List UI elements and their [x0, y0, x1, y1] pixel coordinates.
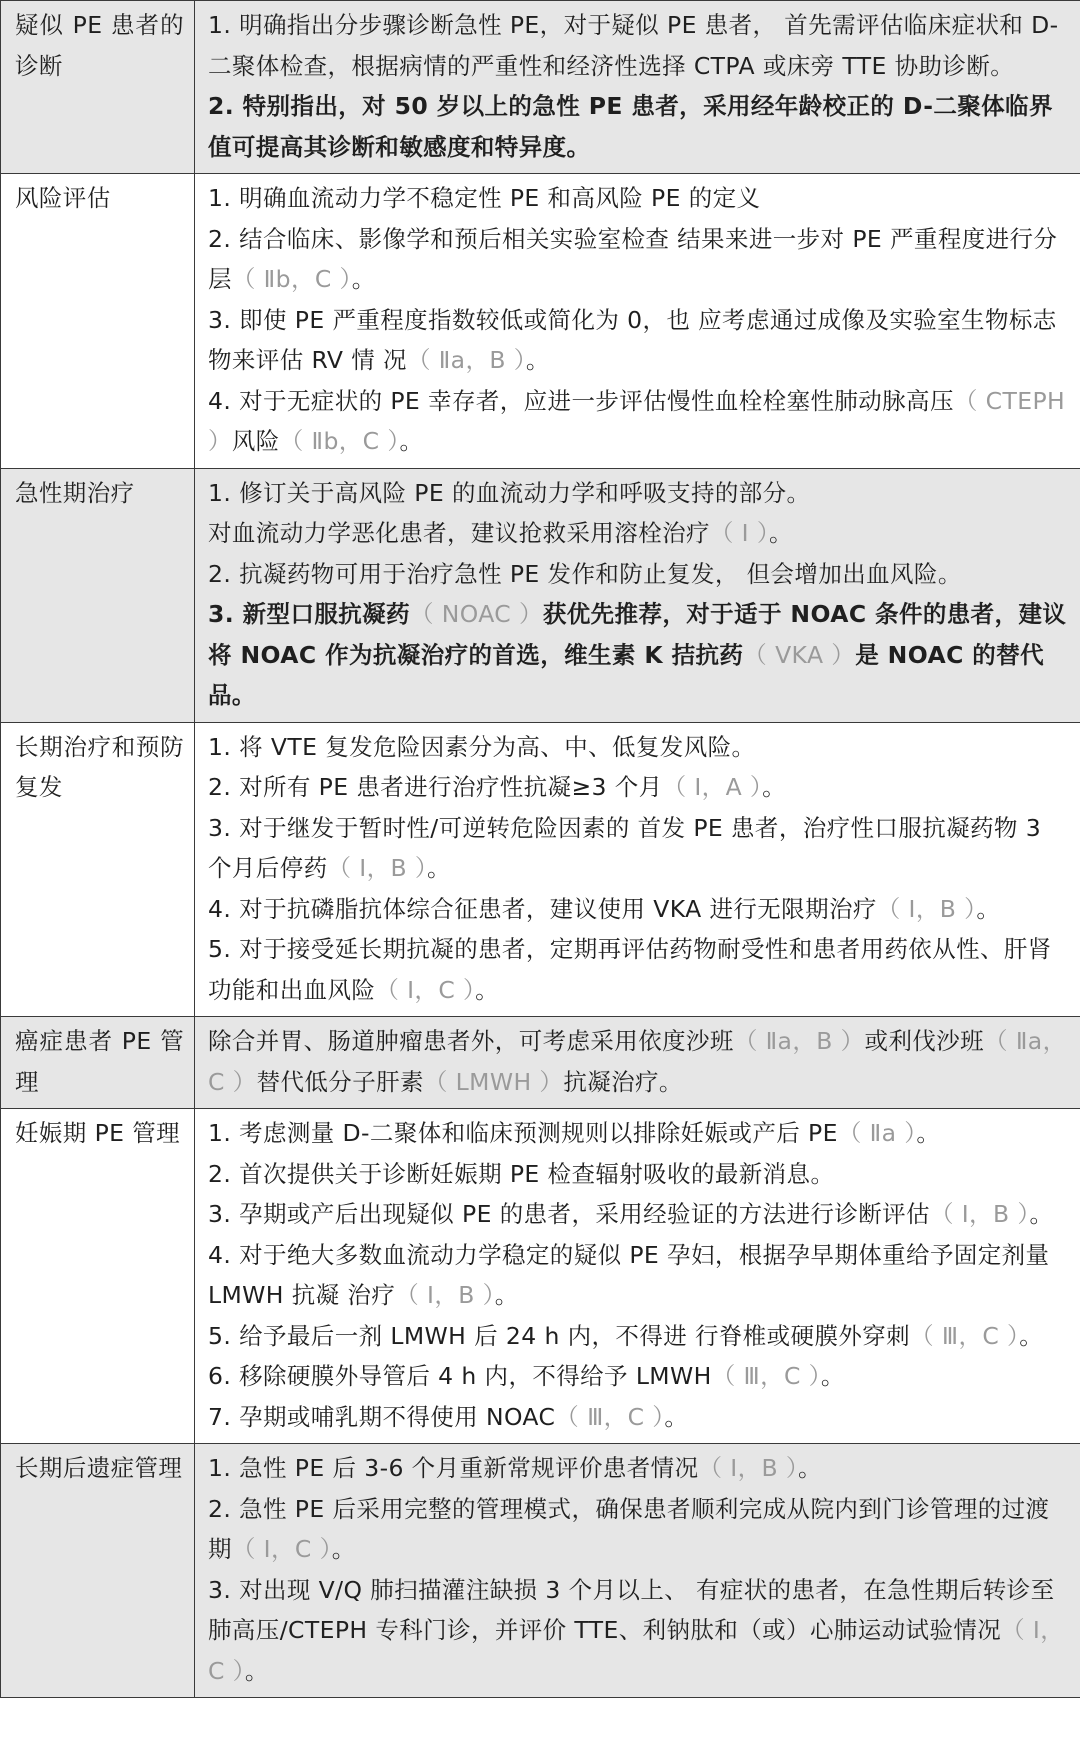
evidence-level: （ Ⅱa，C ） [208, 1027, 1067, 1096]
list-item [208, 1489, 1070, 1570]
list-item [208, 86, 1070, 167]
item-text: 。 [331, 1535, 356, 1563]
evidence-level: （ Ⅰ，A ） [662, 773, 763, 801]
item-text: 7. 孕期或哺乳期不得使用 NOAC [208, 1402, 556, 1431]
row-category: 疑似 PE 患者的诊断 [1, 1, 195, 174]
evidence-level: （ Ⅰ，C ） [375, 975, 476, 1004]
item-text: 2. 对所有 PE 患者进行治疗性抗凝≥3 个月 [208, 773, 663, 801]
item-text: 6. 移除硬膜外导管后 4 h 内，不得给予 LMWH [208, 1362, 712, 1390]
item-text: 5. 给予最后一剂 LMWH 后 24 h 内，不得进 行脊椎或硬膜外穿刺 [208, 1321, 911, 1350]
item-text: 。 [399, 427, 424, 455]
row-category: 长期后遗症管理 [1, 1444, 195, 1698]
list-item [208, 473, 1070, 514]
list-item [208, 889, 1070, 930]
item-text: 。 [916, 1119, 941, 1147]
row-category: 妊娠期 PE 管理 [1, 1109, 195, 1444]
item-text: 2. 抗凝药物可用于治疗急性 PE 发作和防止复发， 但会增加出血风险。 [208, 559, 962, 588]
list-item [208, 5, 1070, 86]
item-text: 1. 明确指出分步骤诊断急性 PE，对于疑似 PE 患者， 首先需评估临床症状和 D-二聚体检查，根据病情的严重性和经济性选择 CTPA 或床旁 TTE 协助诊断。 [208, 11, 1059, 80]
item-text: 。 [427, 854, 451, 882]
row-category: 癌症患者 PE 管理 [1, 1017, 195, 1109]
item-text: 4. 对于绝大多数血流动力学稳定的疑似 PE 孕妇，根据孕早期体重给予固定剂量 LMWH 抗凝 治疗 [208, 1240, 1050, 1309]
item-text: 。 [664, 1402, 689, 1431]
evidence-level: （ Ⅲ，C ） [555, 1402, 665, 1431]
item-text: 2. 首次提供关于诊断妊娠期 PE 检查辐射吸收的最新消息。 [208, 1159, 835, 1188]
item-text: 。 [769, 519, 793, 547]
item-text: 3. 即使 PE 严重程度指数较低或简化为 0，也 应考虑通过成像及实验室生物标志物来评估 RV 情 况 [208, 305, 1057, 374]
evidence-level: （ Ⅰ，B ） [698, 1454, 799, 1482]
row-content [195, 1, 1080, 174]
list-item [208, 1356, 1070, 1397]
item-text: 。 [475, 975, 500, 1004]
list-item [208, 1316, 1070, 1357]
item-text: 2. 急性 PE 后采用完整的管理模式，确保患者顺利完成从院内到门诊管理的过渡期 [208, 1494, 1050, 1563]
list-item [208, 300, 1070, 381]
evidence-level: （ LMWH ） [423, 1067, 564, 1096]
item-text: 3. 孕期或产后出现疑似 PE 的患者，采用经验证的方法进行诊断评估 [208, 1200, 930, 1228]
item-text: 。 [351, 265, 376, 293]
evidence-level: （ Ⅱa，B ） [406, 346, 526, 374]
list-item [208, 808, 1070, 889]
item-text: 1. 将 VTE 复发危险因素分为高、中、低复发风险。 [208, 732, 756, 761]
item-text: 是 NOAC 的替代品。 [208, 640, 1044, 709]
item-text: 1. 考虑测量 D-二聚体和临床预测规则以排除妊娠或产后 PE [208, 1119, 838, 1147]
item-text: 4. 对于无症状的 PE 幸存者，应进一步评估慢性血栓栓塞性肺动脉高压 [208, 386, 954, 415]
item-text: 1. 修订关于高风险 PE 的血流动力学和呼吸支持的部分。 [208, 478, 811, 507]
table-row [1, 468, 1080, 722]
evidence-level: （ Ⅱb，C ） [279, 427, 400, 455]
row-content [195, 174, 1080, 469]
list-item [208, 219, 1070, 300]
item-text: 获优先推荐，对于适于 NOAC 条件的患者，建议将 NOAC 作为抗凝治疗的首选，维生素 K 拮抗药 [208, 600, 1067, 669]
evidence-level: （ VKA ） [743, 640, 856, 669]
row-content [195, 468, 1080, 722]
row-content [195, 1444, 1080, 1698]
list-item [208, 1397, 1070, 1438]
item-text: 或利伐沙班 [864, 1027, 985, 1055]
row-content [195, 1017, 1080, 1109]
list-item [208, 1154, 1070, 1195]
item-text: 。 [1029, 1200, 1054, 1228]
item-text: 。 [820, 1362, 845, 1390]
row-content [195, 722, 1080, 1017]
table-row [1, 1109, 1080, 1444]
list-item [208, 1194, 1070, 1235]
item-text: 除合并胃、肠道肿瘤患者外，可考虑采用依度沙班 [208, 1027, 734, 1055]
list-item [208, 929, 1070, 1010]
list-item [208, 178, 1070, 219]
table-row [1, 1444, 1080, 1698]
evidence-level: （ Ⅰ，B ） [327, 854, 428, 882]
item-text: 2. 结合临床、影像学和预后相关实验室检查 结果来进一步对 PE 严重程度进行分层 [208, 224, 1058, 293]
evidence-level: （ CTEPH ） [208, 386, 1066, 455]
item-text: 。 [762, 773, 786, 801]
list-item [208, 594, 1070, 716]
evidence-level: （ Ⅰ ） [709, 519, 770, 547]
item-text: 。 [798, 1454, 822, 1482]
list-item [208, 1448, 1070, 1489]
list-item [208, 1570, 1070, 1692]
item-text: 2. 特别指出，对 50 岁以上的急性 PE 患者，采用经年龄校正的 D-二聚体临界值可提高其诊断和敏感度和特异度。 [208, 92, 1053, 161]
evidence-level: （ Ⅱa，B ） [733, 1027, 865, 1055]
list-item [208, 513, 1070, 554]
table-row [1, 174, 1080, 469]
list-item [208, 381, 1070, 462]
row-category: 风险评估 [1, 174, 195, 469]
item-text: 3. 对出现 V/Q 肺扫描灌注缺损 3 个月以上、 有症状的患者，在急性期后转诊至肺高压/CTEPH 专科门诊，并评价 TTE、利钠肽和（或）心肺运动试验情况 [208, 1575, 1055, 1644]
item-text: 3. 对于继发于暂时性/可逆转危险因素的 首发 PE 患者，治疗性口服抗凝药物 3 个月后停药 [208, 813, 1042, 882]
table-row [1, 722, 1080, 1017]
item-text: 对血流动力学恶化患者，建议抢救采用溶栓治疗 [208, 519, 710, 547]
evidence-level: （ NOAC ） [409, 600, 543, 628]
list-item [208, 1113, 1070, 1154]
evidence-level: （ Ⅰ，B ） [929, 1200, 1030, 1228]
item-text: 。 [1019, 1321, 1044, 1350]
evidence-level: （ Ⅲ，C ） [711, 1362, 821, 1390]
table-row [1, 1017, 1080, 1109]
item-text: 4. 对于抗磷脂抗体综合征患者，建议使用 VKA 进行无限期治疗 [208, 894, 877, 923]
item-text: 。 [525, 346, 550, 374]
evidence-level: （ Ⅱb，C ） [231, 265, 352, 293]
item-text: 5. 对于接受延长期抗凝的患者，定期再评估药物耐受性和患者用药依从性、肝肾功能和出血风险 [208, 935, 1052, 1004]
list-item [208, 767, 1070, 808]
item-text: 1. 明确血流动力学不稳定性 PE 和高风险 PE 的定义 [208, 184, 761, 212]
list-item [208, 554, 1070, 595]
table-row [1, 1, 1080, 174]
evidence-level: （ Ⅰ，B ） [395, 1281, 495, 1309]
item-text: 3. 新型口服抗凝药 [208, 600, 410, 628]
list-item [208, 727, 1070, 768]
evidence-level: （ Ⅰ，C ） [208, 1616, 1065, 1685]
item-text: 。 [244, 1656, 269, 1685]
row-category: 急性期治疗 [1, 468, 195, 722]
row-content [195, 1109, 1080, 1444]
list-item [208, 1021, 1070, 1102]
list-item [208, 1235, 1070, 1316]
item-text: 。 [976, 894, 1001, 923]
evidence-level: （ Ⅰ，B ） [876, 894, 977, 923]
row-category: 长期治疗和预防复发 [1, 722, 195, 1017]
item-text: 1. 急性 PE 后 3-6 个月重新常规评价患者情况 [208, 1454, 699, 1482]
item-text: 。 [494, 1281, 519, 1309]
item-text: 替代低分子肝素 [256, 1067, 424, 1096]
item-text: 抗凝治疗。 [563, 1067, 683, 1096]
item-text: 风险 [231, 427, 280, 455]
evidence-level: （ Ⅱa ） [837, 1119, 917, 1147]
evidence-level: （ Ⅰ，C ） [231, 1535, 332, 1563]
evidence-level: （ Ⅲ，C ） [910, 1321, 1020, 1350]
